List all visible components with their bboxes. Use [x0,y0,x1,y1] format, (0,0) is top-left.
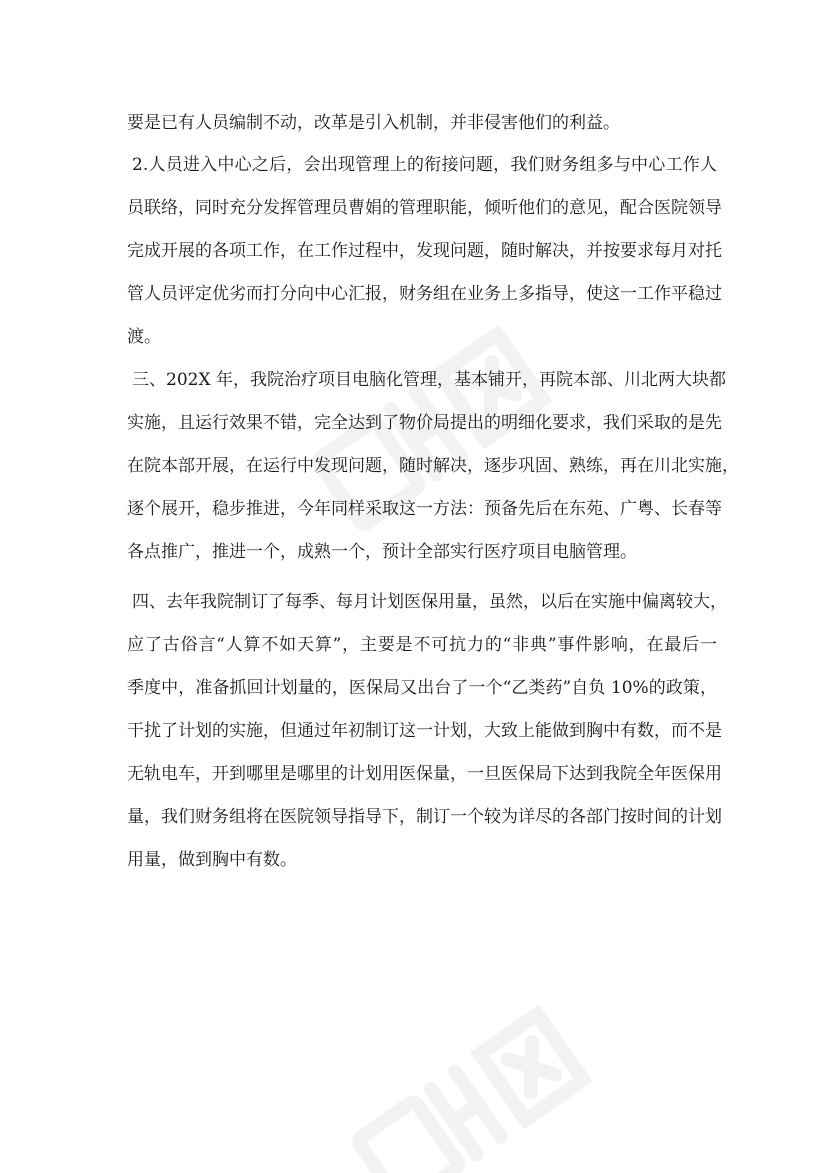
paragraph-2-line-2: 员联络，同时充分发挥管理员曹娟的管理职能，倾听他们的意见，配合医院领导 [127,198,722,218]
paragraph-4-line-3: 季度中，准备抓回计划量的，医保局又出台了一个“乙类药”自负 10%的政策， [127,678,717,698]
paragraph-2-line-3: 完成开展的各项工作，在工作过程中，发现问题，随时解决，并按要求每月对托 [127,241,722,261]
paragraph-2-line-4: 管人员评定优劣而打分向中心汇报，财务组在业务上多指导，使这一工作平稳过 [127,284,722,304]
paragraph-4-line-7: 用量，做到胸中有数。 [127,850,297,870]
paragraph-2-line-1: 2.人员进入中心之后，会出现管理上的衔接问题，我们财务组多与中心工作人 [132,155,717,175]
paragraph-2-line-5: 渡。 [127,327,161,347]
paragraph-3-line-5: 各点推广，推进一个，成熟一个，预计全部实行医疗项目电脑管理。 [127,542,637,562]
paragraph-3-line-3: 在院本部开展，在运行中发现问题，随时解决，逐步巩固、熟练，再在川北实施， [127,456,739,476]
paragraph-3-line-4: 逐个展开，稳步推进，今年同样采取这一方法：预备先后在东苑、广粤、长春等 [127,499,722,519]
paragraph-4-line-1: 四、去年我院制订了每季、每月计划医保用量，虽然，以后在实施中偏离较大， [132,592,727,612]
paragraph-4-line-4: 干扰了计划的实施，但通过年初制订这一计划，大致上能做到胸中有数，而不是 [127,721,722,741]
paragraph-3-line-2: 实施，且运行效果不错，完全达到了物价局提出的明细化要求，我们采取的是先 [127,413,722,433]
paragraph-1-line-1: 要是已有人员编制不动，改革是引入机制，并非侵害他们的利益。 [127,113,620,133]
paragraph-4-line-5: 无轨电车，开到哪里是哪里的计划用医保量，一旦医保局下达到我院全年医保用 [127,764,722,784]
paragraph-3-line-1: 三、202X 年，我院治疗项目电脑化管理，基本铺开，再院本部、川北两大块都 [132,370,726,390]
paragraph-4-line-6: 量，我们财务组将在医院领导指导下，制订一个较为详尽的各部门按时间的计划 [127,807,722,827]
paragraph-4-line-2: 应了古俗言“人算不如天算”，主要是不可抗力的“非典”事件影响，在最后一 [127,635,717,655]
